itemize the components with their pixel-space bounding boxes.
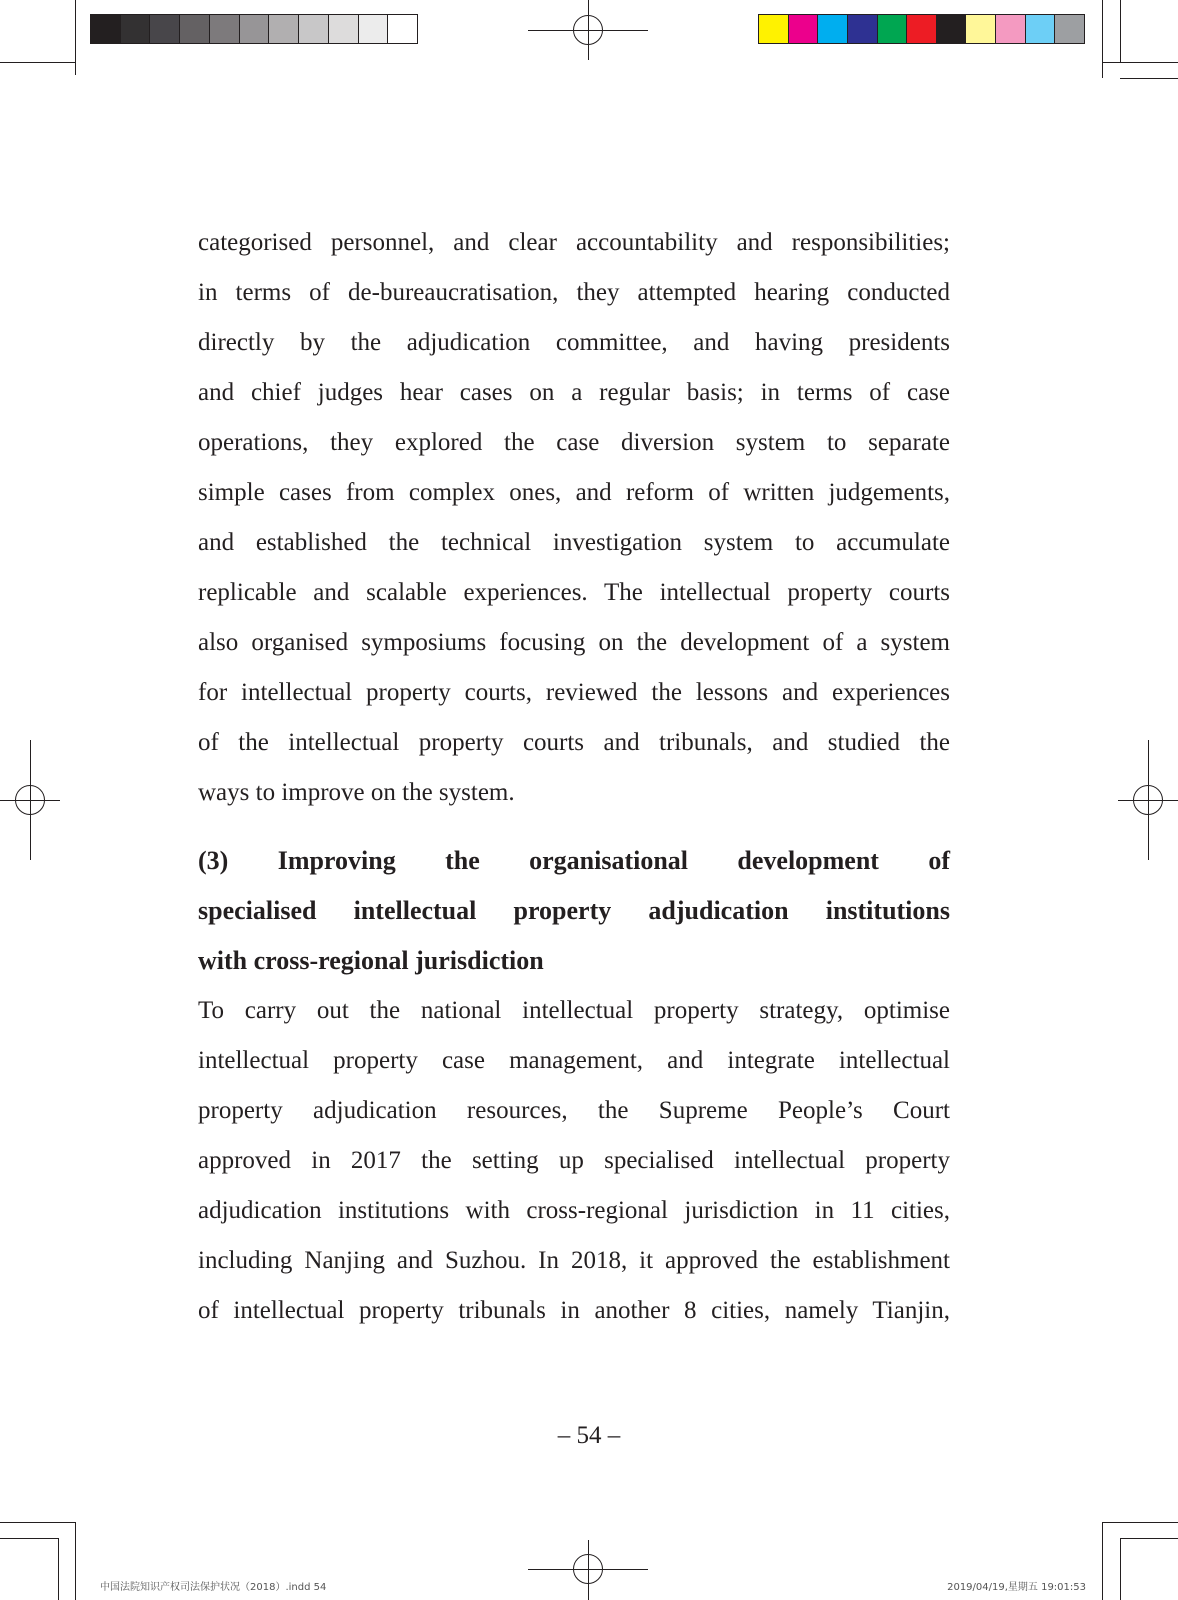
text-line: including Nanjing and Suzhou. In 2018, it approved the establishment [198,1247,950,1274]
registration-target-icon [573,1554,603,1584]
text-line: for intellectual property courts, reviewed the lessons and experiences [198,679,950,706]
crop-mark [1120,1538,1121,1600]
section-heading [198,836,950,986]
text-line: simple cases from complex ones, and reform of written judgements, [198,479,950,506]
color-swatch [759,15,789,43]
registration-target-icon [1133,785,1163,815]
footer-file-name: 中国法院知识产权司法保护状况（2018）.indd 54 [100,1582,327,1593]
text-line: and chief judges hear cases on a regular basis; in terms of case [198,379,950,406]
page-number: – 54 – [557,1422,621,1449]
color-swatch [878,15,908,43]
color-swatch [299,15,329,43]
color-swatch [121,15,151,43]
color-swatch [848,15,878,43]
registration-target-icon [573,15,603,45]
color-swatch [240,15,270,43]
color-swatch [1055,15,1084,43]
text-line: To carry out the national intellectual property strategy, optimise [198,997,950,1024]
body-paragraph-1 [198,218,950,818]
text-line: in terms of de-bureaucratisation, they attempted hearing conducted [198,279,950,306]
text-line: of intellectual property tribunals in another 8 cities, namely Tianjin, [198,1297,950,1324]
text-line: also organised symposiums focusing on the development of a system [198,629,950,656]
text-line: approved in 2017 the setting up specialised intellectual property [198,1147,950,1174]
text-line: intellectual property case management, and integrate intellectual [198,1047,950,1074]
color-swatch [329,15,359,43]
text-line: operations, they explored the case diversion system to separate [198,429,950,456]
color-swatch [996,15,1026,43]
crop-mark [1120,78,1178,79]
heading-line: (3) Improving the organisational development of [198,846,950,875]
text-line: of the intellectual property courts and tribunals, and studied the [198,729,950,756]
color-swatch [359,15,389,43]
text-line: replicable and scalable experiences. The intellectual property courts [198,579,950,606]
crop-mark [0,62,75,63]
text-line: and established the technical investigation system to accumulate [198,529,950,556]
color-swatch [1026,15,1056,43]
color-swatch [150,15,180,43]
text-line: categorised personnel, and clear accountability and responsibilities; [198,229,950,256]
body-paragraph-2 [198,986,950,1336]
text-line: adjudication institutions with cross-regional jurisdiction in 11 cities, [198,1197,950,1224]
color-swatch [388,15,417,43]
crop-mark [1120,0,1121,62]
heading-line: with cross-regional jurisdiction [198,946,544,975]
color-swatch [818,15,848,43]
text-line: property adjudication resources, the Supreme People’s Court [198,1097,950,1124]
crop-mark [0,1522,75,1523]
crop-mark [58,1538,59,1600]
color-swatch [180,15,210,43]
crop-mark [0,1538,58,1539]
footer-timestamp: 2019/04/19,星期五 19:01:53 [947,1582,1086,1593]
color-swatch [907,15,937,43]
text-line: directly by the adjudication committee, and having presidents [198,329,950,356]
crop-mark [75,0,76,75]
registration-target-icon [15,785,45,815]
crop-mark [1102,62,1178,63]
grayscale-calibration-strip [90,14,418,44]
crop-mark [1120,1538,1178,1539]
crop-mark [1102,0,1103,78]
color-swatch [937,15,967,43]
crop-mark [1102,1522,1103,1600]
color-swatch [91,15,121,43]
crop-mark [75,1522,76,1600]
text-line: ways to improve on the system. [198,779,515,806]
color-swatch [789,15,819,43]
color-swatch [966,15,996,43]
color-calibration-strip [758,14,1085,44]
heading-line: specialised intellectual property adjudication institutions [198,896,950,925]
color-swatch [210,15,240,43]
crop-mark [1102,1522,1178,1523]
color-swatch [269,15,299,43]
